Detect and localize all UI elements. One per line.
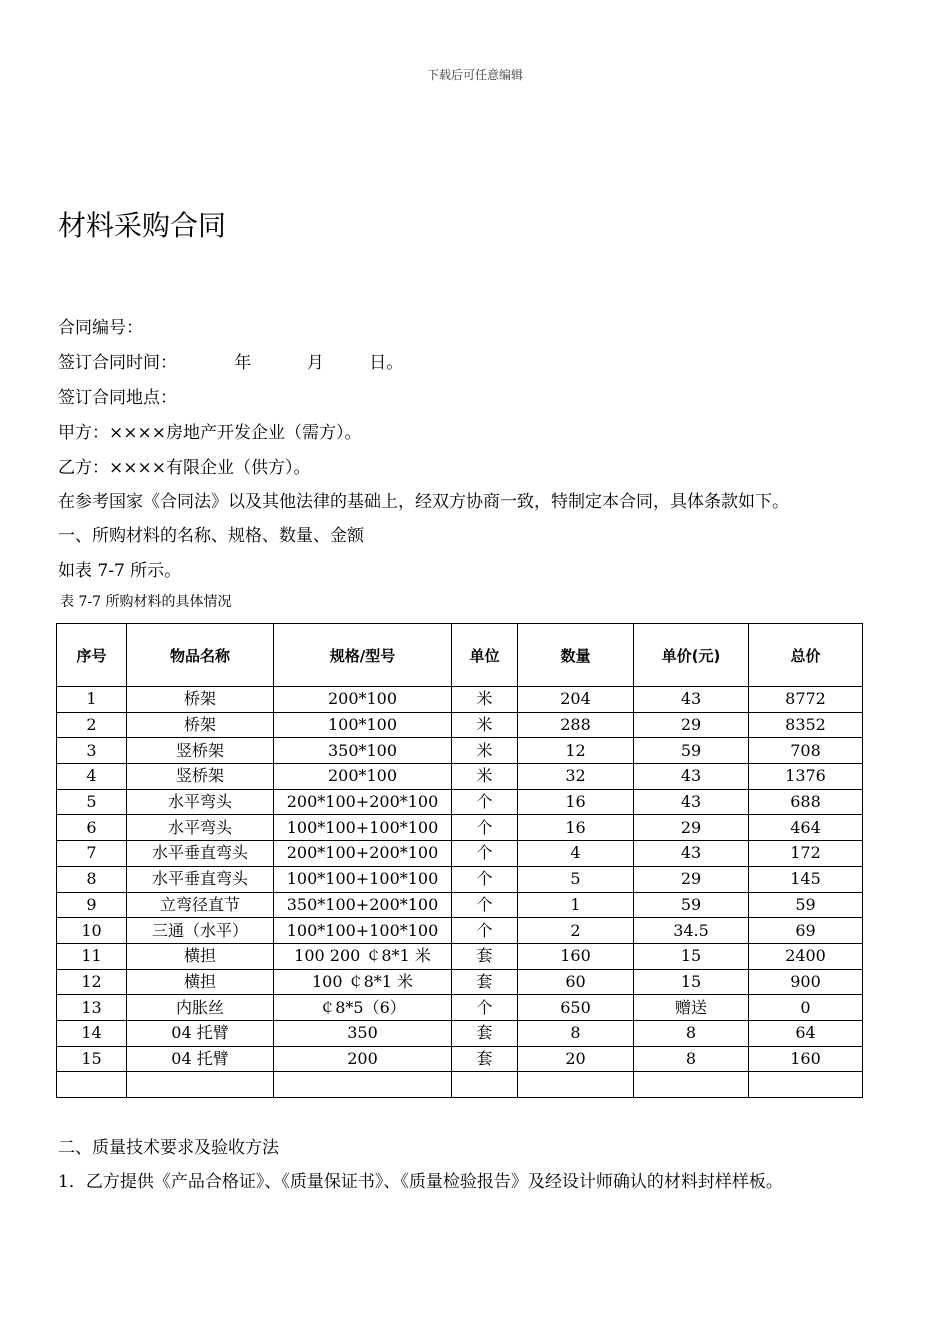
table-cell: 个 — [452, 815, 518, 841]
table-cell: 43 — [634, 841, 749, 867]
table-cell: 29 — [634, 815, 749, 841]
table-cell: 100 ￠8*1 米 — [274, 969, 452, 995]
table-cell: 200*100+200*100 — [274, 789, 452, 815]
column-header: 单位 — [452, 624, 518, 687]
table-cell: 04 托臂 — [127, 1020, 274, 1046]
section-1-heading: 一、所购材料的名称、规格、数量、金额 — [58, 526, 364, 546]
table-cell: 32 — [518, 764, 634, 790]
table-cell: 水平弯头 — [127, 789, 274, 815]
table-row — [57, 789, 863, 815]
table-cell: 8 — [57, 866, 127, 892]
table-cell: 10 — [57, 918, 127, 944]
column-header: 总价 — [749, 624, 863, 687]
table-cell: 15 — [634, 969, 749, 995]
table-row — [57, 712, 863, 738]
table-cell: 米 — [452, 764, 518, 790]
table-cell: 288 — [518, 712, 634, 738]
table-cell: 5 — [518, 866, 634, 892]
table-cell: 个 — [452, 841, 518, 867]
column-header: 物品名称 — [127, 624, 274, 687]
table-cell: 43 — [634, 687, 749, 713]
section-1-table-reference: 如表 7-7 所示。 — [58, 561, 182, 581]
table-cell: 水平垂直弯头 — [127, 866, 274, 892]
column-header: 单价(元) — [634, 624, 749, 687]
table-cell: 4 — [518, 841, 634, 867]
signing-date-label: 签订合同时间： — [58, 353, 177, 373]
table-cell: 水平垂直弯头 — [127, 841, 274, 867]
table-row — [57, 1072, 863, 1098]
table-cell: 100*100+100*100 — [274, 815, 452, 841]
table-cell — [749, 1072, 863, 1098]
table-cell: 464 — [749, 815, 863, 841]
column-header: 数量 — [518, 624, 634, 687]
table-cell: 6 — [57, 815, 127, 841]
table-caption: 表 7-7 所购材料的具体情况 — [60, 594, 232, 610]
table-cell: 650 — [518, 995, 634, 1021]
table-cell: 套 — [452, 943, 518, 969]
table-cell: 43 — [634, 764, 749, 790]
table-cell: 2400 — [749, 943, 863, 969]
table-cell: 竖桥架 — [127, 764, 274, 790]
table-cell: 8352 — [749, 712, 863, 738]
column-header: 规格/型号 — [274, 624, 452, 687]
contract-number-label: 合同编号： — [58, 318, 143, 338]
table-cell — [634, 1072, 749, 1098]
table-cell: 350*100+200*100 — [274, 892, 452, 918]
signing-date-line — [58, 348, 403, 373]
table-cell: 8 — [518, 1020, 634, 1046]
table-cell: 15 — [634, 943, 749, 969]
table-cell: 15 — [57, 1046, 127, 1072]
table-cell: 1 — [518, 892, 634, 918]
table-cell: 16 — [518, 789, 634, 815]
table-cell: 2 — [57, 712, 127, 738]
section-2-heading: 二、质量技术要求及验收方法 — [58, 1138, 279, 1158]
table-cell: 桥架 — [127, 712, 274, 738]
table-cell: 竖桥架 — [127, 738, 274, 764]
year-label: 年 — [234, 353, 252, 373]
table-cell: 59 — [634, 892, 749, 918]
table-cell: 688 — [749, 789, 863, 815]
table-cell: 套 — [452, 1020, 518, 1046]
table-cell: 200*100+200*100 — [274, 841, 452, 867]
table-cell: 204 — [518, 687, 634, 713]
table-cell: 200*100 — [274, 764, 452, 790]
table-cell: 43 — [634, 789, 749, 815]
table-cell: 8 — [634, 1020, 749, 1046]
table-cell: 69 — [749, 918, 863, 944]
table-cell: 200*100 — [274, 687, 452, 713]
table-cell: 2 — [518, 918, 634, 944]
table-cell: 100*100+100*100 — [274, 866, 452, 892]
table-cell: 34.5 — [634, 918, 749, 944]
table-cell: 米 — [452, 712, 518, 738]
table-row — [57, 841, 863, 867]
table-cell: 59 — [634, 738, 749, 764]
table-cell: 59 — [749, 892, 863, 918]
table-cell: ￠8*5（6） — [274, 995, 452, 1021]
table-cell: 个 — [452, 995, 518, 1021]
table-cell: 7 — [57, 841, 127, 867]
table-row — [57, 815, 863, 841]
table-cell: 64 — [749, 1020, 863, 1046]
table-row — [57, 943, 863, 969]
table-cell: 内胀丝 — [127, 995, 274, 1021]
table-cell: 1376 — [749, 764, 863, 790]
table-cell: 100*100+100*100 — [274, 918, 452, 944]
table-row — [57, 1046, 863, 1072]
table-cell: 0 — [749, 995, 863, 1021]
party-a: 甲方：××××房地产开发企业（需方）。 — [58, 423, 362, 443]
signing-place-label: 签订合同地点： — [58, 388, 177, 408]
table-row — [57, 969, 863, 995]
table-cell: 11 — [57, 943, 127, 969]
table-cell — [274, 1072, 452, 1098]
month-label: 月 — [306, 353, 324, 373]
table-cell: 145 — [749, 866, 863, 892]
table-cell — [452, 1072, 518, 1098]
table-cell: 套 — [452, 1046, 518, 1072]
table-row — [57, 687, 863, 713]
table-cell: 三通（水平） — [127, 918, 274, 944]
table-cell: 200 — [274, 1046, 452, 1072]
table-cell: 1 — [57, 687, 127, 713]
table-cell — [518, 1072, 634, 1098]
party-b: 乙方：××××有限企业（供方）。 — [58, 458, 311, 478]
table-cell: 3 — [57, 738, 127, 764]
table-cell: 米 — [452, 738, 518, 764]
table-cell: 16 — [518, 815, 634, 841]
table-cell: 米 — [452, 687, 518, 713]
table-cell: 350 — [274, 1020, 452, 1046]
table-cell: 8 — [634, 1046, 749, 1072]
table-cell: 个 — [452, 918, 518, 944]
materials-table — [56, 623, 863, 1098]
table-cell: 横担 — [127, 969, 274, 995]
table-cell: 个 — [452, 866, 518, 892]
column-header: 序号 — [57, 624, 127, 687]
table-cell: 160 — [749, 1046, 863, 1072]
table-cell: 水平弯头 — [127, 815, 274, 841]
table-cell: 个 — [452, 789, 518, 815]
table-cell: 60 — [518, 969, 634, 995]
table-header-row — [57, 624, 863, 687]
table-row — [57, 866, 863, 892]
section-2-item-1: 1．乙方提供《产品合格证》、《质量保证书》、《质量检验报告》及经设计师确认的材料封样样板。 — [58, 1172, 783, 1192]
table-cell: 桥架 — [127, 687, 274, 713]
document-title: 材料采购合同 — [58, 209, 227, 242]
table-row — [57, 738, 863, 764]
table-cell: 13 — [57, 995, 127, 1021]
table-row — [57, 892, 863, 918]
table-cell: 29 — [634, 712, 749, 738]
table-cell: 赠送 — [634, 995, 749, 1021]
day-label: 日。 — [369, 353, 404, 373]
table-row — [57, 995, 863, 1021]
table-cell: 04 托臂 — [127, 1046, 274, 1072]
table-cell: 29 — [634, 866, 749, 892]
intro-paragraph: 在参考国家《合同法》以及其他法律的基础上，经双方协商一致，特制定本合同，具体条款如下。 — [58, 492, 789, 512]
table-cell: 套 — [452, 969, 518, 995]
header-note: 下载后可任意编辑 — [426, 68, 523, 82]
table-cell — [57, 1072, 127, 1098]
table-row — [57, 1020, 863, 1046]
table-cell: 900 — [749, 969, 863, 995]
table-cell: 12 — [57, 969, 127, 995]
table-cell: 100 200 ￠8*1 米 — [274, 943, 452, 969]
table-row — [57, 764, 863, 790]
table-cell: 5 — [57, 789, 127, 815]
table-row — [57, 918, 863, 944]
table-cell: 172 — [749, 841, 863, 867]
table-cell: 100*100 — [274, 712, 452, 738]
table-cell: 立弯径直节 — [127, 892, 274, 918]
table-cell: 708 — [749, 738, 863, 764]
table-cell: 个 — [452, 892, 518, 918]
table-cell: 160 — [518, 943, 634, 969]
table-cell — [127, 1072, 274, 1098]
table-cell: 8772 — [749, 687, 863, 713]
table-cell: 14 — [57, 1020, 127, 1046]
table-cell: 12 — [518, 738, 634, 764]
table-cell: 9 — [57, 892, 127, 918]
table-cell: 横担 — [127, 943, 274, 969]
table-cell: 4 — [57, 764, 127, 790]
table-cell: 20 — [518, 1046, 634, 1072]
table-cell: 350*100 — [274, 738, 452, 764]
